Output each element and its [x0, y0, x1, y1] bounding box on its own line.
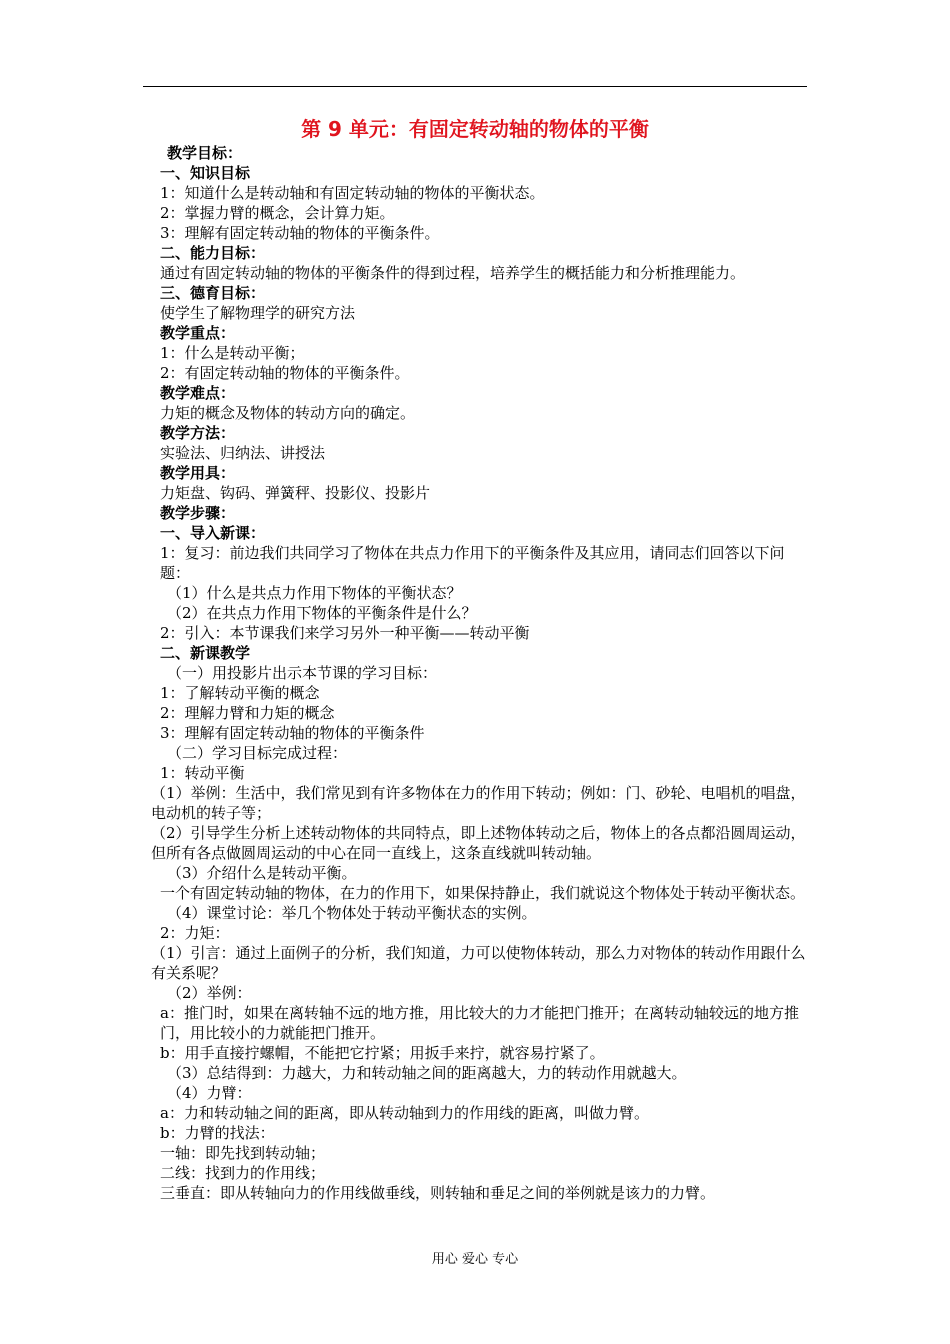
section-heading-new-lesson: 二、新课教学 [160, 644, 251, 662]
list-item: 1：什么是转动平衡； [160, 344, 305, 362]
list-item: 二线：找到力的作用线； [160, 1164, 326, 1182]
paragraph: 一个有固定转动轴的物体，在力的作用下，如果保持静止，我们就说这个物体处于转动平衡状态。 [160, 884, 806, 902]
section-heading-knowledge-goals: 一、知识目标 [160, 164, 251, 182]
list-item: （二）学习目标完成过程： [167, 744, 348, 762]
list-item: （3）总结得到：力越大，力和转动轴之间的距离越大，力的转动作用就越大。 [167, 1064, 687, 1082]
paragraph: （1）引言：通过上面例子的分析，我们知道，力可以使物体转动，那么力对物体的转动作用跟什么有关系呢？ [151, 944, 806, 982]
section-heading-methods: 教学方法： [160, 424, 236, 442]
paragraph: 通过有固定转动轴的物体的平衡条件的得到过程，培养学生的概括能力和分析推理能力。 [160, 264, 746, 282]
list-item: a：力和转动轴之间的距离，即从转动轴到力的作用线的距离，叫做力臂。 [160, 1104, 649, 1122]
section-heading-tools: 教学用具： [160, 464, 236, 482]
list-item: 1：转动平衡 [160, 764, 245, 782]
paragraph: 力矩的概念及物体的转动方向的确定。 [160, 404, 416, 422]
header-rule [143, 86, 807, 87]
list-item: 1：了解转动平衡的概念 [160, 684, 320, 702]
list-item: 2：掌握力臂的概念，会计算力矩。 [160, 204, 395, 222]
list-item: 1：知道什么是转动轴和有固定转动轴的物体的平衡状态。 [160, 184, 545, 202]
section-heading-moral-goals: 三、德育目标： [160, 284, 266, 302]
paragraph: 使学生了解物理学的研究方法 [160, 304, 356, 322]
list-item: 2：理解力臂和力矩的概念 [160, 704, 335, 722]
section-heading-key-points: 教学重点： [160, 324, 236, 342]
section-heading-intro: 一、导入新课： [160, 524, 266, 542]
document-body [143, 143, 813, 1203]
list-item: 三垂直：即从转轴向力的作用线做垂线，则转轴和垂足之间的举例就是该力的力臂。 [160, 1184, 716, 1202]
section-heading-teaching-goals: 教学目标： [167, 144, 243, 162]
list-item: （4）力臂： [167, 1084, 252, 1102]
page-footer: 用心 爱心 专心 [431, 1252, 519, 1267]
list-item: b：用手直接拧螺帽，不能把它拧紧；用扳手来拧，就容易拧紧了。 [160, 1044, 605, 1062]
list-item: 2：有固定转动轴的物体的平衡条件。 [160, 364, 410, 382]
list-item: 3：理解有固定转动轴的物体的平衡条件 [160, 724, 425, 742]
list-item: 2：力矩： [160, 924, 230, 942]
list-item: （3）介绍什么是转动平衡。 [167, 864, 357, 882]
section-heading-ability-goals: 二、能力目标： [160, 244, 266, 262]
list-item: 一轴：即先找到转动轴； [160, 1144, 326, 1162]
section-heading-difficulties: 教学难点： [160, 384, 236, 402]
list-item: （一）用投影片出示本节课的学习目标： [167, 664, 438, 682]
list-item: （2）在共点力作用下物体的平衡条件是什么？ [167, 604, 477, 622]
list-item: 2：引入：本节课我们来学习另外一种平衡——转动平衡 [160, 624, 530, 642]
section-heading-steps: 教学步骤： [160, 504, 236, 522]
list-item: b：力臂的找法： [160, 1124, 275, 1142]
list-item: （4）课堂讨论：举几个物体处于转动平衡状态的实例。 [167, 904, 537, 922]
list-item: 3：理解有固定转动轴的物体的平衡条件。 [160, 224, 440, 242]
paragraph: 力矩盘、钩码、弹簧秤、投影仪、投影片 [160, 484, 431, 502]
paragraph: 实验法、归纳法、讲授法 [160, 444, 326, 462]
paragraph: （1）举例：生活中，我们常见到有许多物体在力的作用下转动；例如：门、砂轮、电唱机的唱盘，电动机的转子等； [151, 784, 806, 822]
list-item: （2）举例： [167, 984, 252, 1002]
paragraph: a：推门时，如果在离转轴不远的地方推，用比较大的力才能把门推开；在离转动轴较远的地方推门，用比较小的力就能把门推开。 [160, 1004, 799, 1042]
paragraph: 1：复习：前边我们共同学习了物体在共点力作用下的平衡条件及其应用，请同志们回答以下问题： [160, 544, 785, 582]
page-title: 第 9 单元：有固定转动轴的物体的平衡 [301, 117, 649, 141]
list-item: （1）什么是共点力作用下物体的平衡状态？ [167, 584, 462, 602]
paragraph: （2）引导学生分析上述转动物体的共同特点，即上述物体转动之后，物体上的各点都沿圆周运动，但所有各点做圆周运动的中心在同一直线上，这条直线就叫转动轴。 [151, 824, 806, 862]
